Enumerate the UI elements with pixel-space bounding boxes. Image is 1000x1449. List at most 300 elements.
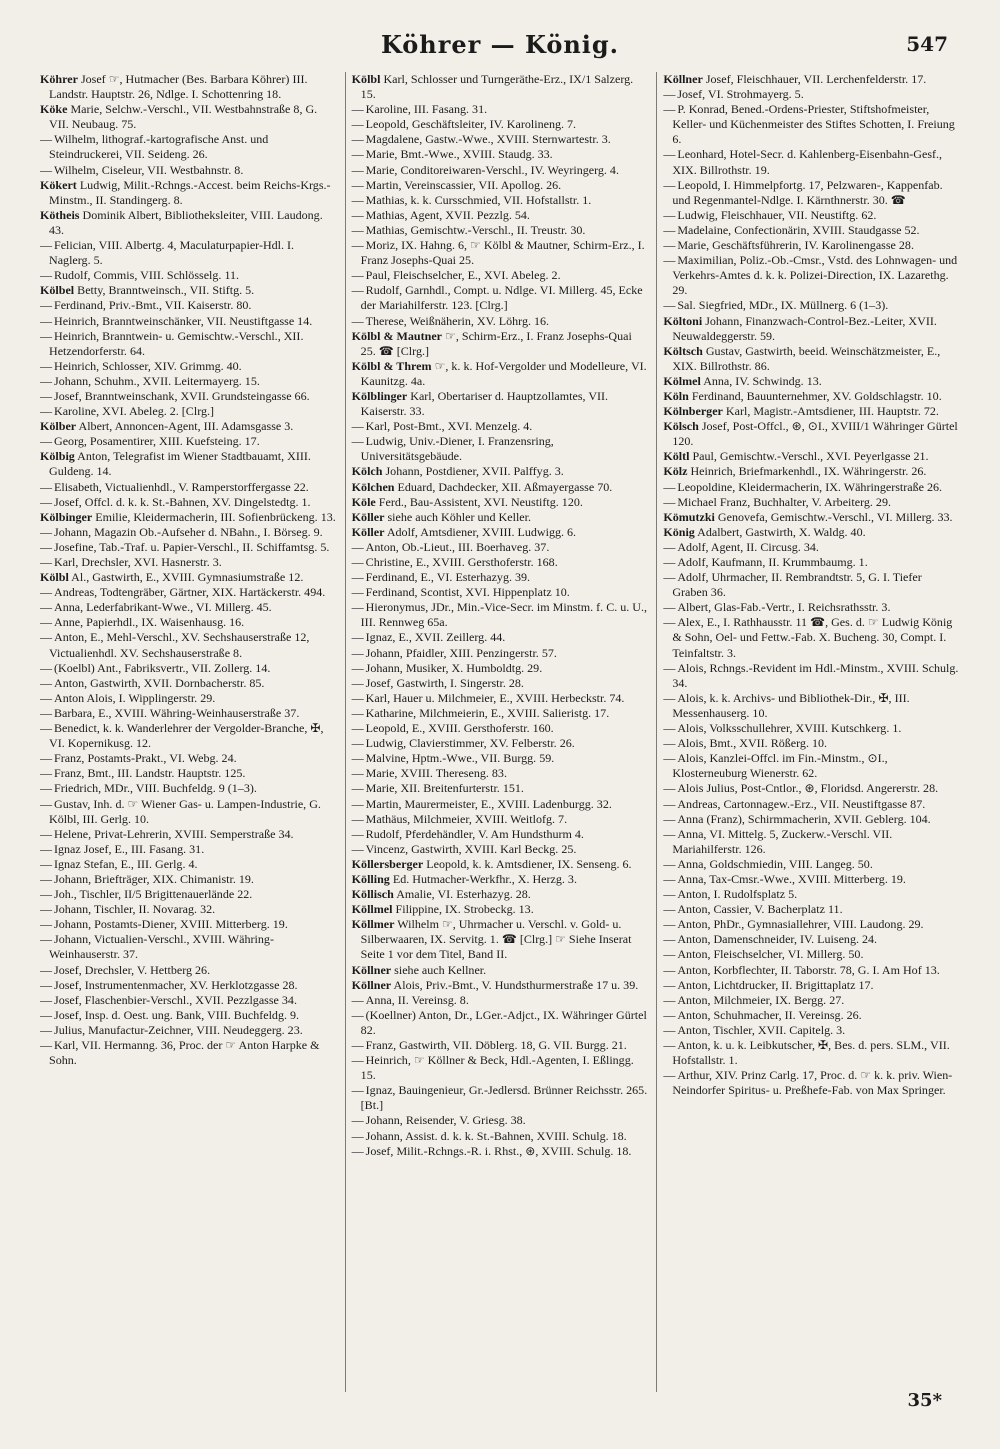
directory-entry [40,917,337,932]
entry-details: Ignaz, Bauingenieur, Gr.-Jedlersd. Brünner Reichsstr. 265. [Bt.] [360,1083,648,1113]
directory-entry [663,464,960,479]
entry-details: Martin, Maurermeister, E., XVIII. Ladenburgg. 32. [365,796,612,811]
entry-details: Arthur, XIV. Prinz Carlg. 17, Proc. d. ☞ k. k. priv. Wien-Neindorfer Spiritus- u. Preßhefe-Fab. von Max Springer. [672,1068,953,1098]
entry-details: Marie, Geschäftsführerin, IV. Karolinengasse 28. [677,238,914,253]
directory-entry [40,208,337,238]
entry-details: Heinrich, Schlosser, XIV. Grimmg. 40. [54,358,242,373]
entry-details: Anna, Lederfabrikant-Wwe., VI. Millerg. 45. [54,600,272,615]
directory-entry [40,389,337,404]
entry-details: Johann, Pfaidler, XIII. Penzingerstr. 57. [365,645,557,660]
directory-entry [663,721,960,736]
directory-entry [40,978,337,993]
directory-entry [40,827,337,842]
continuation-dash: — [663,947,676,962]
directory-entry [352,585,649,600]
entry-details: Vincenz, Gastwirth, XVIII. Karl Beckg. 25. [365,841,577,856]
directory-entry [352,223,649,238]
directory-entry [352,1008,649,1038]
continuation-dash: — [663,902,676,917]
entry-details: Ludwig, Milit.-Rchngs.-Accest. beim Reichs-Krgs.-Minstm., II. Standingerg. 8. [49,177,331,207]
directory-entry [352,117,649,132]
continuation-dash: — [663,253,676,268]
continuation-dash: — [40,404,53,419]
continuation-dash: — [351,675,364,690]
entry-details: Josef, Fleischhauer, VII. Lerchenfelderstr. 17. [705,72,927,86]
directory-entry [40,751,337,766]
continuation-dash: — [663,751,676,766]
entry-surname: Kölchen [351,479,395,494]
continuation-dash: — [351,721,364,736]
continuation-dash: — [40,494,53,509]
directory-entry [663,1068,960,1098]
continuation-dash: — [663,1038,676,1052]
entry-surname: Kölblinger [351,388,408,403]
continuation-dash: — [40,132,53,147]
continuation-dash: — [40,796,53,811]
entry-details: siehe auch Kellner. [394,962,487,977]
continuation-dash: — [351,192,364,207]
entry-details: Karl, Magistr.-Amtsdiener, III. Hauptstr. 72. [725,404,939,419]
directory-entry [663,419,960,449]
entry-details: Ferdinand, Scontist, XVI. Hippenplatz 10. [365,585,570,600]
directory-entry [663,661,960,691]
continuation-dash: — [40,630,53,645]
continuation-dash: — [351,690,364,705]
entry-details: Karl, Hauer u. Milchmeier, E., XVIII. Herbeckstr. 74. [365,690,625,705]
entry-details: Alois, Kanzlei-Offcl. im Fin.-Minstm., ⊙I., Klosterneuburg Wienerstr. 62. [672,751,888,781]
continuation-dash: — [663,781,676,796]
directory-entry [40,283,337,298]
directory-entry [663,344,960,374]
entry-details: Josef, Drechsler, V. Hettberg 26. [54,962,211,977]
directory-entry [663,751,960,781]
entry-details: Ignaz, E., XVII. Zeillerg. 44. [365,630,506,645]
continuation-dash: — [40,388,53,403]
entry-details: Franz, Gastwirth, VII. Döblerg. 18, G. VII. Burgg. 21. [365,1038,627,1052]
entry-details: Hieronymus, JDr., Min.-Vice-Secr. im Minstm. f. C. u. U., III. Rennweg 65a. [360,600,648,630]
continuation-dash: — [40,298,53,313]
entry-surname: Költsch [663,343,703,358]
continuation-dash: — [351,238,364,253]
directory-entry [352,766,649,781]
directory-entry [352,283,649,313]
entry-details: Joh., Tischler, II/5 Brigittenauerlände 22. [54,887,253,902]
entry-details: Josef ☞, Hutmacher (Bes. Barbara Köhrer) III. Landstr. Hauptstr. 26, Ndlge. I. Schottenring 18. [49,72,308,102]
directory-entry [40,510,337,525]
directory-entry [352,842,649,857]
directory-entry [663,827,960,857]
entry-details: Anna, IV. Schwindg. 13. [703,373,822,388]
entry-details: Madelaine, Confectionärin, XVIII. Staudgasse 52. [677,222,920,237]
continuation-dash: — [351,313,364,328]
entry-details: Alois, Volksschullehrer, XVIII. Kutschkerg. 1. [677,721,902,736]
entry-details: Katharine, Milchmeierin, E., XVIII. Salieristg. 17. [365,705,610,720]
directory-entry [40,374,337,389]
continuation-dash: — [663,298,676,313]
entry-details: Gustav, Gastwirth, beeid. Weinschätzmeister, E., XIX. Billrothstr. 86. [672,343,941,373]
directory-entry [40,404,337,419]
entry-details: Johann, Postdiener, XVII. Palffyg. 3. [385,464,564,479]
entry-details: Malvine, Hptm.-Wwe., VII. Burgg. 59. [365,751,555,766]
directory-entry [352,419,649,434]
directory-entry [40,857,337,872]
continuation-dash: — [663,796,676,811]
continuation-dash: — [663,87,676,102]
continuation-dash: — [663,736,676,751]
directory-entry [352,691,649,706]
entry-details: Johann, Postamts-Diener, XVIII. Mitterberg. 19. [54,917,288,932]
entry-details: siehe auch Köhler und Keller. [387,509,531,524]
continuation-dash: — [351,600,364,615]
continuation-dash: — [40,373,53,388]
continuation-dash: — [351,117,364,132]
entry-surname: Köllner [351,962,392,977]
continuation-dash: — [663,1068,676,1083]
entry-details: Leopold, E., XVIII. Gersthoferstr. 160. [365,721,554,736]
continuation-dash: — [40,826,53,841]
continuation-dash: — [40,932,53,947]
entry-details: Adolf, Kaufmann, II. Krummbaumg. 1. [677,555,868,569]
continuation-dash: — [663,1007,676,1022]
directory-entry [352,1144,649,1159]
entry-surname: Költoni [663,313,703,328]
directory-entry [352,872,649,887]
entry-details: Johann, Victualien-Verschl., XVIII. Währing-Weinhauserstr. 37. [49,932,274,962]
entry-details: Betty, Branntweinsch., VII. Stiftg. 5. [77,283,255,298]
directory-entry [352,208,649,223]
directory-entry [663,238,960,253]
continuation-dash: — [40,977,53,992]
directory-entry [352,646,649,661]
entry-details: Mathias, Agent, XVII. Pezzlg. 54. [365,207,530,222]
directory-entry [663,208,960,223]
continuation-dash: — [40,328,53,343]
entry-details: Magdalene, Gastw.-Wwe., XVIII. Sternwartestr. 3. [365,132,611,147]
directory-entry [40,434,337,449]
directory-entry [40,178,337,208]
column-left [40,72,337,1392]
directory-entry [40,1038,337,1068]
continuation-dash: — [663,600,676,615]
entry-details: Mathias, Gemischtw.-Verschl., II. Treustr. 30. [365,222,586,237]
entry-details: Franz, Bmt., III. Landstr. Hauptstr. 125. [54,766,246,781]
directory-entry [40,585,337,600]
entry-surname: Köln [663,388,689,403]
entry-surname: Kölbl [40,570,69,585]
entry-details: Amalie, VI. Esterhazyg. 28. [396,887,531,902]
continuation-dash: — [663,539,676,554]
directory-entry [663,887,960,902]
directory-entry [663,72,960,87]
continuation-dash: — [663,615,676,630]
directory-entry [40,615,337,630]
continuation-dash: — [663,992,676,1007]
continuation-dash: — [40,600,53,615]
directory-entry [40,993,337,1008]
directory-entry [663,223,960,238]
entry-details: Anton, Tischler, XVII. Capitelg. 3. [677,1022,846,1037]
directory-entry [663,993,960,1008]
entry-details: Marie, Conditoreiwaren-Verschl., IV. Weyringerg. 4. [365,162,619,177]
entry-details: Dominik Albert, Bibliotheksleiter, VIII. Laudong. 43. [49,207,323,237]
directory-entry [663,978,960,993]
entry-surname: Köllner [663,72,703,86]
entry-surname: König [663,524,695,539]
continuation-dash: — [40,917,53,932]
entry-details: Anton, Gastwirth, XVII. Dornbacherstr. 85. [54,675,265,690]
directory-entry [352,132,649,147]
continuation-dash: — [663,962,676,977]
continuation-dash: — [351,434,364,449]
entry-surname: Kölbl & Threm [351,358,432,373]
entry-details: Karl, Post-Bmt., XVI. Menzelg. 4. [365,419,533,434]
directory-entry [40,676,337,691]
entry-details: Andreas, Todtengräber, Gärtner, XIX. Hartäckerstr. 494. [54,585,326,600]
entry-surname: Költl [663,449,690,464]
directory-entry [352,887,649,902]
directory-entry [663,495,960,510]
directory-entry [663,902,960,917]
directory-entry [40,540,337,555]
directory-entry [40,766,337,781]
directory-entry [352,193,649,208]
directory-entry [352,812,649,827]
continuation-dash: — [351,177,364,192]
continuation-dash: — [351,660,364,675]
directory-entry [352,525,649,540]
continuation-dash: — [40,585,53,600]
entry-details: Elisabeth, Victualienhdl., V. Ramperstorffergasse 22. [54,479,309,494]
continuation-dash: — [351,102,364,117]
entry-details: Johann, Schuhm., XVII. Leitermayerg. 15. [54,373,260,388]
entry-details: Anna, II. Vereinsg. 8. [365,992,469,1007]
entry-details: Josef, Gastwirth, I. Singerstr. 28. [365,675,524,690]
entry-surname: Köllmer [351,917,395,932]
entry-details: Josef, Branntweinschank, XVII. Grundsteingasse 66. [54,388,310,403]
directory-entry [352,978,649,993]
entry-details: Ignaz Josef, E., III. Fasang. 31. [54,841,205,856]
continuation-dash: — [40,856,53,871]
directory-entry [352,751,649,766]
directory-entry [352,600,649,630]
continuation-dash: — [40,313,53,328]
directory-columns [40,72,960,1392]
directory-entry [40,872,337,887]
entry-details: Anton Alois, I. Wipplingerstr. 29. [54,690,216,705]
continuation-dash: — [40,434,53,449]
entry-details: Adolf, Amtsdiener, XVIII. Ludwigg. 6. [386,524,577,539]
entry-details: Karoline, III. Fasang. 31. [365,102,488,117]
directory-entry [40,102,337,132]
directory-entry [40,781,337,796]
entry-details: Anton, Milchmeier, IX. Bergg. 27. [677,992,845,1007]
directory-entry [663,298,960,313]
directory-entry [663,555,960,570]
directory-entry [352,1129,649,1144]
directory-entry [40,555,337,570]
entry-details: Anton, Schuhmacher, II. Vereinsg. 26. [677,1007,862,1022]
entry-surname: Kölbinger [40,509,93,524]
continuation-dash: — [351,539,364,554]
entry-details: Josefine, Tab.-Traf. u. Papier-Verschl., II. Schiffamtsg. 5. [54,539,330,554]
continuation-dash: — [40,902,53,917]
entry-details: ☞, k. k. Hof-Vergolder und Modelleure, VI. Kaunitzg. 4a. [360,358,647,388]
entry-details: Anton, E., Mehl-Verschl., XV. Sechshauserstraße 12, Victualienhdl. XV. Sechshauserstraße 8. [49,630,310,660]
entry-details: Adalbert, Gastwirth, X. Waldg. 40. [697,524,866,539]
entry-details: Karoline, XVI. Abeleg. 2. [Clrg.] [54,404,215,419]
continuation-dash: — [40,887,53,902]
entry-details: Alois, k. k. Archivs- und Bibliothek-Dir., ✠, III. Messenhauserg. 10. [672,690,910,720]
directory-entry [40,570,337,585]
directory-entry [352,797,649,812]
continuation-dash: — [40,358,53,373]
entry-details: Anne, Papierhdl., IX. Waisenhausg. 16. [54,615,245,630]
entry-surname: Kölbl & Mautner [351,328,443,343]
entry-details: Rudolf, Pferdehändler, V. Am Hundsthurm 4. [365,826,584,841]
continuation-dash: — [663,177,676,192]
directory-entry [663,570,960,600]
continuation-dash: — [351,147,364,162]
continuation-dash: — [351,132,364,147]
entry-details: Anton, PhDr., Gymnasiallehrer, VIII. Laudong. 29. [677,917,924,932]
continuation-dash: — [663,660,676,675]
entry-details: Franz, Postamts-Prakt., VI. Webg. 24. [54,751,237,766]
continuation-dash: — [351,781,364,796]
directory-entry [40,797,337,827]
entry-details: Anton, Ob.-Lieut., III. Boerhaveg. 37. [365,539,550,554]
directory-entry [663,1023,960,1038]
continuation-dash: — [40,268,53,283]
directory-entry [40,495,337,510]
entry-details: Benedict, k. k. Wanderlehrer der Vergolder-Branche, ✠, VI. Kopernikusg. 12. [49,721,324,751]
directory-entry [40,480,337,495]
directory-entry [352,736,649,751]
entry-details: Rudolf, Commis, VIII. Schlösselg. 11. [54,268,240,283]
entry-details: Marie, XII. Breitenfurterstr. 151. [365,781,524,796]
entry-details: Johann, Briefträger, XIX. Chimanistr. 19. [54,871,254,886]
directory-entry [663,1008,960,1023]
entry-details: Moriz, IX. Hahng. 6, ☞ Kölbl & Mautner, Schirm-Erz., I. Franz Josephs-Quai 25. [360,238,645,268]
continuation-dash: — [351,1143,364,1158]
continuation-dash: — [663,826,676,841]
directory-entry [663,781,960,796]
entry-surname: Kölch [351,464,383,479]
directory-entry [40,600,337,615]
entry-surname: Kölbl [351,72,381,86]
entry-details: Ferdinand, Bauunternehmer, XV. Goldschlagstr. 10. [691,388,942,403]
entry-details: Heinrich, Branntwein- u. Gemischtw.-Verschl., XII. Hetzendorferstr. 64. [49,328,304,358]
continuation-dash: — [663,977,676,992]
continuation-dash: — [40,1038,53,1052]
entry-surname: Köller [351,524,385,539]
entry-details: Wilhelm, lithograf.-kartografische Anst. und Steindruckerei, VII. Seideng. 26. [49,132,269,162]
continuation-dash: — [351,826,364,841]
entry-details: Rudolf, Garnhdl., Compt. u. Ndlge. VI. Millerg. 45, Ecke der Mariahilferstr. 123. [Clrg.] [360,283,643,313]
continuation-dash: — [40,479,53,494]
continuation-dash: — [40,615,53,630]
entry-details: Wilhelm, Ciseleur, VII. Westbahnstr. 8. [54,162,244,177]
continuation-dash: — [351,555,364,569]
directory-entry [352,781,649,796]
directory-entry [663,540,960,555]
continuation-dash: — [663,917,676,932]
directory-entry [663,87,960,102]
entry-details: Andreas, Cartonnagew.-Erz., VII. Neustiftgasse 87. [677,796,926,811]
directory-entry [40,238,337,268]
continuation-dash: — [663,479,676,494]
directory-entry [663,932,960,947]
entry-details: Wilhelm ☞, Uhrmacher u. Verschl. v. Gold- u. Silberwaaren, IX. Servitg. 1. ☎ [Clrg.] ☞ Siehe Inserat Seite 1 vor dem Titel, Band II. [360,917,632,962]
entry-details: Alois, Priv.-Bmt., V. Hundsthurmerstraße 17 u. 39. [393,977,639,992]
directory-entry [352,480,649,495]
directory-entry [663,797,960,812]
entry-details: Ferd., Bau-Assistent, XVI. Neustiftg. 120. [378,494,583,509]
entry-details: Leopold, Geschäftsleiter, IV. Karolineng. 7. [365,117,577,132]
directory-entry [352,630,649,645]
continuation-dash: — [40,539,53,554]
continuation-dash: — [40,1022,53,1037]
entry-details: Johann, Tischler, II. Novarag. 32. [54,902,216,917]
directory-entry [663,857,960,872]
entry-details: Felician, VIII. Albertg. 4, Maculaturpapier-Hdl. I. Naglerg. 5. [49,238,295,268]
directory-entry [663,812,960,827]
continuation-dash: — [40,721,53,736]
directory-entry [40,132,337,162]
directory-entry [663,510,960,525]
directory-entry [352,434,649,464]
directory-entry [352,238,649,268]
entry-details: Ferdinand, Priv.-Bmt., VII. Kaiserstr. 80. [54,298,252,313]
entry-surname: Köllersberger [351,856,424,871]
directory-entry [40,359,337,374]
entry-details: Therese, Weißnäherin, XV. Löhrg. 16. [365,313,550,328]
entry-details: (Koelbl) Ant., Fabriksvertr., VII. Zollerg. 14. [54,660,271,675]
continuation-dash: — [351,751,364,766]
entry-surname: Köller [351,509,385,524]
continuation-dash: — [351,1053,364,1068]
entry-surname: Kölling [351,871,390,886]
entry-details: Johann, Assist. d. k. k. St.-Bahnen, XVIII. Schulg. 18. [365,1128,627,1143]
entry-details: Ignaz Stefan, E., III. Gerlg. 4. [54,856,198,871]
directory-entry [352,102,649,117]
directory-entry [40,449,337,479]
directory-entry [352,555,649,570]
continuation-dash: — [351,841,364,856]
directory-entry [352,1038,649,1053]
directory-entry [40,419,337,434]
page-title: Köhrer — König. [380,30,620,59]
entry-details: Anton, I. Rudolfsplatz 5. [677,887,798,902]
entry-details: Mathäus, Milchmeier, XVIII. Weitlofg. 7. [365,811,568,826]
directory-entry [352,1083,649,1113]
directory-entry [663,736,960,751]
entry-surname: Kökert [40,177,77,192]
continuation-dash: — [351,585,364,600]
entry-details: Genovefa, Gemischtw.-Verschl., VI. Millerg. 33. [717,509,953,524]
entry-details: Anton, Lichtdrucker, II. Brigittaplatz 17. [677,977,874,992]
entry-details: Marie, XVIII. Thereseng. 83. [365,766,507,781]
continuation-dash: — [40,660,53,675]
directory-entry [663,389,960,404]
continuation-dash: — [40,841,53,856]
directory-entry [40,1023,337,1038]
directory-entry [40,163,337,178]
continuation-dash: — [40,675,53,690]
directory-entry [663,178,960,208]
entry-details: Alois, Bmt., XVII. Rößerg. 10. [677,736,828,751]
entry-surname: Köke [40,102,68,117]
directory-entry [352,163,649,178]
